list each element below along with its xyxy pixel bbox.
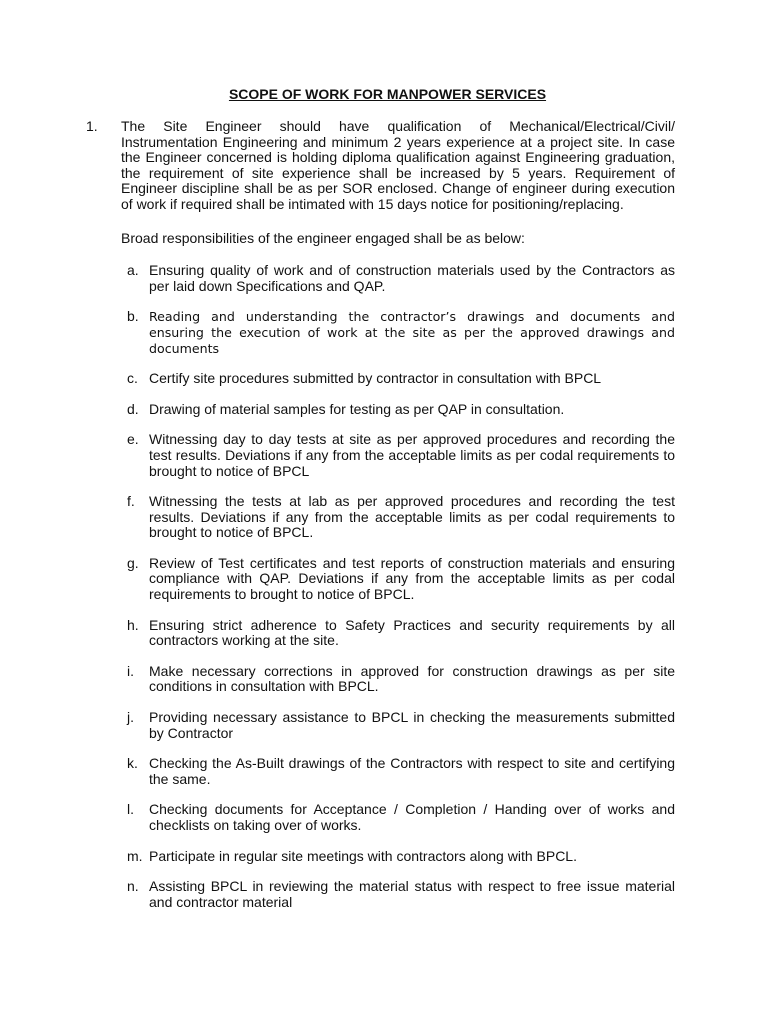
section-number: 1. [86,118,98,134]
list-item-text: Checking documents for Acceptance / Completion / Handing over of works and checklists on taking over of works. [149,801,675,833]
list-item-letter: a. [127,262,139,279]
list-item [121,432,675,479]
list-item-text: Review of Test certificates and test reports of construction materials and ensuring compliance with QAP. Deviations if any from the acceptable limits as per codal requirements to brought to notice of BPCL. [149,554,675,603]
list-item-text: Witnessing the tests at lab as per approved procedures and recording the test results. Deviations if any from the acceptable limits as per codal requirements to brought to notice of BPCL. [149,493,675,541]
list-item [121,263,675,294]
list-item [121,802,675,833]
list-item-text: Reading and understanding the contractor’s drawings and documents and ensuring the execution of work at the site as per the approved drawings and documents [149,309,675,356]
list-item-letter: d. [127,400,139,417]
list-item-letter: f. [127,493,135,510]
list-item [121,556,675,603]
list-item-text: Ensuring strict adherence to Safety Practices and security requirements by all contractors working at the site. [149,616,675,649]
responsibilities-intro: Broad responsibilities of the engineer engaged shall be as below: [121,229,525,246]
section-body [121,119,675,925]
list-item [121,664,675,695]
qualification-paragraph: The Site Engineer should have qualification of Mechanical/Electrical/Civil/ Instrumentation Engineering and minimum 2 years experience at a project site. In case the Engineer concerned is holding diploma qualification against Engineering graduation, the requirement of site experience shall be increased by 5 years. Requirement of Engineer discipline shall be as per SOR enclosed. Change of engineer during execution of work if required shall be intimated with 15 days notice for positioning/replacing. [121,118,675,212]
list-item [121,710,675,741]
list-item [121,309,675,356]
list-item [121,402,675,418]
section-1 [86,119,675,925]
list-item-letter: e. [127,431,139,448]
list-item-text: Ensuring quality of work and of construction materials used by the Contractors as per laid down Specifications and QAP. [149,262,675,294]
document-title: SCOPE OF WORK FOR MANPOWER SERVICES [228,86,547,102]
list-item-text: Make necessary corrections in approved for construction drawings as per site conditions in consultation with BPCL. [149,662,675,695]
list-item-text: Providing necessary assistance to BPCL in checking the measurements submitted by Contractor [149,709,675,741]
list-item-letter: h. [127,616,139,633]
list-item-letter: j. [127,709,134,726]
list-item-letter: i. [127,662,134,679]
list-item-text: Participate in regular site meetings with contractors along with BPCL. [149,847,577,864]
list-item [121,879,675,910]
list-item-text: Drawing of material samples for testing as per QAP in consultation. [149,400,565,417]
list-item-text: Certify site procedures submitted by contractor in consultation with BPCL [149,370,602,387]
list-item-letter: n. [127,878,139,895]
list-item [121,494,675,541]
list-item-letter: c. [127,370,138,387]
list-item-letter: m. [127,847,143,864]
list-item [121,371,675,387]
list-item-text: Assisting BPCL in reviewing the material status with respect to free issue material and contractor material [149,878,675,910]
list-item [121,618,675,649]
list-item-text: Checking the As-Built drawings of the Contractors with respect to site and certifying the same. [149,755,675,787]
list-item-letter: b. [127,308,139,325]
list-item [121,756,675,787]
list-item-text: Witnessing day to day tests at site as per approved procedures and recording the test results. Deviations if any from the acceptable limits as per codal requirements to brought to notice of BPCL [149,431,675,479]
list-item-letter: l. [127,801,134,818]
list-item [121,849,675,865]
list-item-letter: k. [127,755,138,772]
list-item-letter: g. [127,554,139,571]
